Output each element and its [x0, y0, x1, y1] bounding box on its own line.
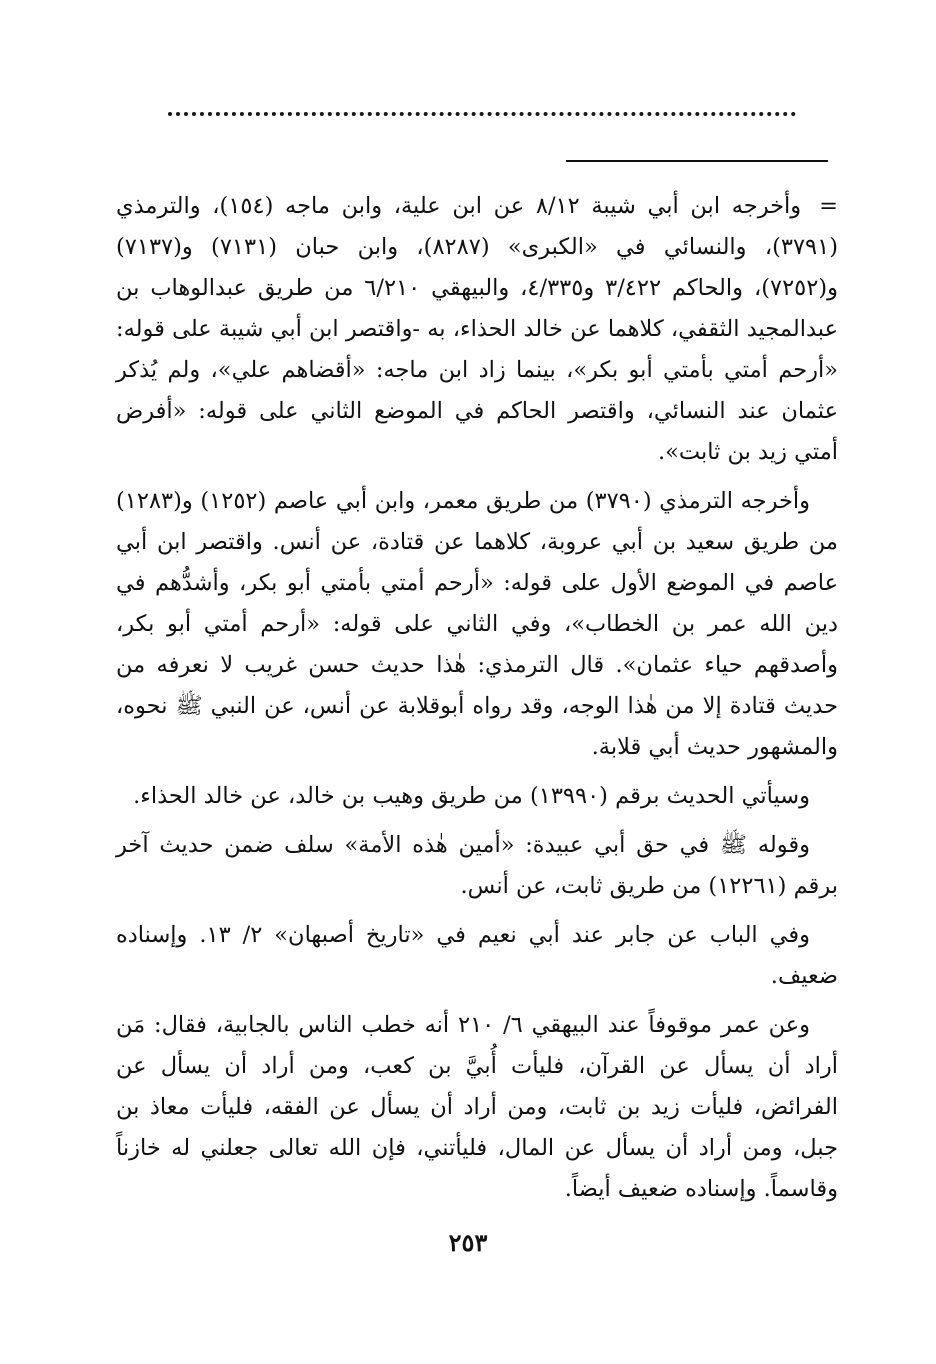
footnote-paragraph: وفي الباب عن جابر عند أبي نعيم في «تاريخ أصبهان» ٢/ ١٣. وإسناده ضعيف. [116, 922, 838, 989]
footnote-paragraph: وسيأتي الحديث برقم (١٣٩٩٠) من طريق وهيب بن خالد، عن خالد الحذاء. [133, 783, 810, 809]
dotted-separator [168, 112, 796, 116]
footnote-paragraph: وعن عمر موقوفاً عند البيهقي ٦/ ٢١٠ أنه خطب الناس بالجابية، فقال: مَن أراد أن يسأل عن القرآن، فليأت أُبيَّ بن كعب، ومن أراد أن يسأل عن الفرائض، فليأت زيد بن ثابت، ومن أراد أن يسأل عن الفقه، فليأت معاذ بن جبل، ومن أراد أن يسأل عن المال، فليأتني، فإن الله تعالى جعلني له خازناً وقاسماً. وإسناده ضعيف أيضاً. [116, 1012, 838, 1202]
footnote-paragraph: وأخرجه الترمذي (٣٧٩٠) من طريق معمر، وابن أبي عاصم (١٢٥٢) و(١٢٨٣) من طريق سعيد بن أبي عروبة، كلاهما عن قتادة، عن أنس. واقتصر ابن أبي عاصم في الموضع الأول على قوله: «أرحم أمتي بأمتي أبو بكر، وأشدُّهم في دين الله عمر بن الخطاب»، وفي الثاني على قوله: «أرحم أمتي أبو بكر، وأصدقهم حياء عثمان». قال الترمذي: هٰذا حديث حسن غريب لا نعرفه من حديث قتادة إلا من هٰذا الوجه، وقد رواه أبوقلابة عن أنس، عن النبي ﷺ نحوه، والمشهور حديث أبي قلابة. [116, 488, 838, 760]
footnote-paragraph [116, 186, 838, 473]
footnote-paragraph: وقوله ﷺ في حق أبي عبيدة: «أمين هٰذه الأمة» سلف ضمن حديث آخر برقم (١٢٢٦١) من طريق ثابت، عن أنس. [116, 832, 838, 899]
paragraph-text: وأخرجه ابن أبي شيبة ٨/١٢ عن ابن علية، وابن ماجه (١٥٤)، والترمذي (٣٧٩١)، والنسائي في «الكبرى» (٨٢٨٧)، وابن حبان (٧١٣١) و(٧١٣٧) و(٧٢٥٢)، والحاكم ٣/٤٢٢ و٤/٣٣٥، والبيهقي ٦/٢١٠ من طريق عبدالوهاب بن عبدالمجيد الثقفي، كلاهما عن خالد الحذاء، به -واقتصر ابن أبي شيبة على قوله: «أرحم أمتي بأمتي أبو بكر»، بينما زاد ابن ماجه: «أقضاهم علي»، ولم يُذكر عثمان عند النسائي، واقتصر الحاكم في الموضع الثاني على قوله: «أفرض أمتي زيد بن ثابت». [116, 193, 839, 465]
footnote-separator-line [566, 160, 828, 162]
page-number: ٢٥٣ [448, 1228, 488, 1257]
continuation-mark: = [819, 193, 838, 219]
footnote-text [116, 186, 838, 1218]
